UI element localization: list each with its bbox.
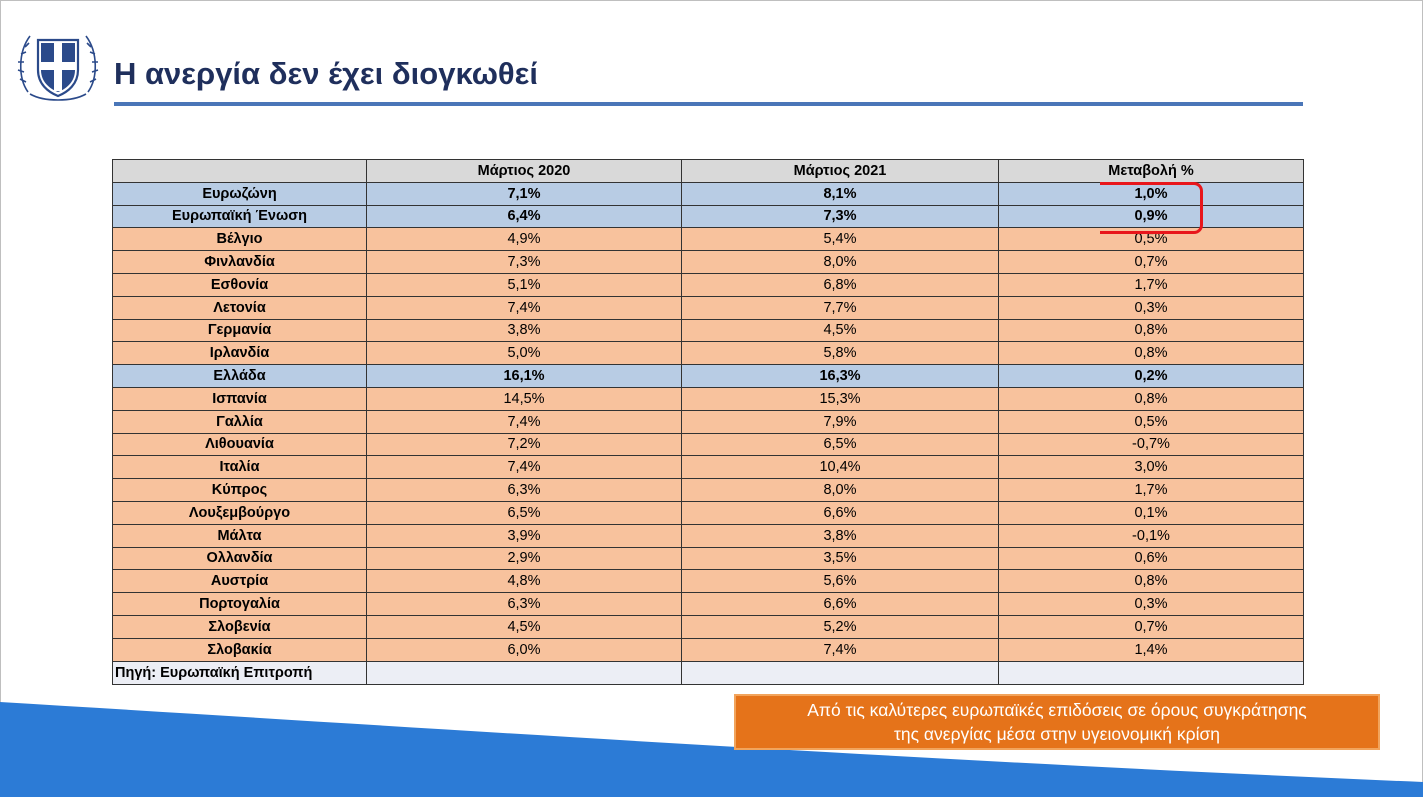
- table-row: [113, 387, 1304, 410]
- march-2020-cell: 7,4%: [367, 296, 682, 319]
- march-2021-cell: 10,4%: [682, 456, 999, 479]
- change-cell: 0,7%: [999, 251, 1304, 274]
- march-2020-cell: 7,3%: [367, 251, 682, 274]
- march-2020-cell: 6,5%: [367, 501, 682, 524]
- country-cell: Ευρωζώνη: [113, 182, 367, 205]
- country-cell: Ευρωπαϊκή Ένωση: [113, 205, 367, 228]
- change-cell: 0,1%: [999, 501, 1304, 524]
- march-2020-cell: 4,9%: [367, 228, 682, 251]
- country-cell: Λουξεμβούργο: [113, 501, 367, 524]
- country-cell: Πορτογαλία: [113, 593, 367, 616]
- march-2021-cell: 6,8%: [682, 273, 999, 296]
- change-cell: 0,8%: [999, 387, 1304, 410]
- march-2020-cell: 5,0%: [367, 342, 682, 365]
- change-cell: -0,7%: [999, 433, 1304, 456]
- change-cell: 0,6%: [999, 547, 1304, 570]
- march-2021-cell: 5,2%: [682, 615, 999, 638]
- change-cell: 0,8%: [999, 570, 1304, 593]
- march-2020-cell: 6,0%: [367, 638, 682, 661]
- source-row: [113, 661, 1304, 684]
- header-country: [113, 160, 367, 183]
- change-cell: 3,0%: [999, 456, 1304, 479]
- change-cell: 0,8%: [999, 342, 1304, 365]
- table-row: [113, 456, 1304, 479]
- march-2021-cell: 5,6%: [682, 570, 999, 593]
- country-cell: Μάλτα: [113, 524, 367, 547]
- page-title: Η ανεργία δεν έχει διογκωθεί: [114, 56, 538, 91]
- change-cell: 1,7%: [999, 273, 1304, 296]
- march-2021-cell: 5,4%: [682, 228, 999, 251]
- country-cell: Λιθουανία: [113, 433, 367, 456]
- empty-cell: [682, 661, 999, 684]
- march-2020-cell: 2,9%: [367, 547, 682, 570]
- march-2020-cell: 6,3%: [367, 479, 682, 502]
- march-2020-cell: 7,4%: [367, 456, 682, 479]
- country-cell: Γαλλία: [113, 410, 367, 433]
- table-row: [113, 296, 1304, 319]
- march-2021-cell: 3,8%: [682, 524, 999, 547]
- highlight-marker: [1100, 182, 1203, 234]
- change-cell: 0,7%: [999, 615, 1304, 638]
- table-header-row: [113, 160, 1304, 183]
- callout-line-2: της ανεργίας μέσα στην υγειονομική κρίση: [893, 724, 1220, 744]
- change-cell: 1,4%: [999, 638, 1304, 661]
- header-change: Μεταβολή %: [999, 160, 1304, 183]
- country-cell: Λετονία: [113, 296, 367, 319]
- march-2020-cell: 3,9%: [367, 524, 682, 547]
- march-2021-cell: 16,3%: [682, 365, 999, 388]
- title-underline: [114, 102, 1303, 106]
- callout-box: [734, 694, 1380, 750]
- country-cell: Ολλανδία: [113, 547, 367, 570]
- march-2020-cell: 7,4%: [367, 410, 682, 433]
- header-march-2020: Μάρτιος 2020: [367, 160, 682, 183]
- change-cell: 0,9%: [999, 205, 1304, 228]
- country-cell: Σλοβακία: [113, 638, 367, 661]
- table-row: [113, 433, 1304, 456]
- table-row: [113, 273, 1304, 296]
- march-2021-cell: 15,3%: [682, 387, 999, 410]
- country-cell: Σλοβενία: [113, 615, 367, 638]
- country-cell: Ιταλία: [113, 456, 367, 479]
- empty-cell: [999, 661, 1304, 684]
- march-2021-cell: 5,8%: [682, 342, 999, 365]
- change-cell: -0,1%: [999, 524, 1304, 547]
- country-cell: Ισπανία: [113, 387, 367, 410]
- table-row: [113, 365, 1304, 388]
- march-2020-cell: 7,2%: [367, 433, 682, 456]
- unemployment-table: [112, 159, 1304, 685]
- march-2020-cell: 6,4%: [367, 205, 682, 228]
- table-row: [113, 524, 1304, 547]
- march-2021-cell: 6,6%: [682, 501, 999, 524]
- country-cell: Γερμανία: [113, 319, 367, 342]
- header-march-2021: Μάρτιος 2021: [682, 160, 999, 183]
- march-2020-cell: 4,5%: [367, 615, 682, 638]
- change-cell: 0,5%: [999, 410, 1304, 433]
- country-cell: Βέλγιο: [113, 228, 367, 251]
- callout-line-1: Από τις καλύτερες ευρωπαϊκές επιδόσεις σε όρους συγκράτησης: [807, 700, 1307, 720]
- country-cell: Ελλάδα: [113, 365, 367, 388]
- change-cell: 0,3%: [999, 593, 1304, 616]
- change-cell: 0,8%: [999, 319, 1304, 342]
- march-2021-cell: 4,5%: [682, 319, 999, 342]
- march-2020-cell: 16,1%: [367, 365, 682, 388]
- greek-coat-of-arms-icon: [14, 22, 102, 106]
- country-cell: Φινλανδία: [113, 251, 367, 274]
- march-2021-cell: 7,7%: [682, 296, 999, 319]
- country-cell: Κύπρος: [113, 479, 367, 502]
- table-row: [113, 570, 1304, 593]
- march-2020-cell: 4,8%: [367, 570, 682, 593]
- change-cell: 0,2%: [999, 365, 1304, 388]
- march-2020-cell: 3,8%: [367, 319, 682, 342]
- table-row: [113, 501, 1304, 524]
- change-cell: 0,5%: [999, 228, 1304, 251]
- change-cell: 1,0%: [999, 182, 1304, 205]
- table-row: [113, 615, 1304, 638]
- march-2021-cell: 8,0%: [682, 251, 999, 274]
- table-row: [113, 547, 1304, 570]
- change-cell: 0,3%: [999, 296, 1304, 319]
- country-cell: Αυστρία: [113, 570, 367, 593]
- table-row: [113, 319, 1304, 342]
- table-row: [113, 410, 1304, 433]
- march-2021-cell: 8,1%: [682, 182, 999, 205]
- march-2020-cell: 5,1%: [367, 273, 682, 296]
- march-2020-cell: 14,5%: [367, 387, 682, 410]
- march-2020-cell: 6,3%: [367, 593, 682, 616]
- change-cell: 1,7%: [999, 479, 1304, 502]
- march-2021-cell: 6,6%: [682, 593, 999, 616]
- table-row: [113, 251, 1304, 274]
- empty-cell: [367, 661, 682, 684]
- table-row: [113, 342, 1304, 365]
- march-2020-cell: 7,1%: [367, 182, 682, 205]
- march-2021-cell: 7,9%: [682, 410, 999, 433]
- country-cell: Ιρλανδία: [113, 342, 367, 365]
- table-row: [113, 479, 1304, 502]
- march-2021-cell: 8,0%: [682, 479, 999, 502]
- table-row: [113, 593, 1304, 616]
- source-note: Πηγή: Ευρωπαϊκή Επιτροπή: [113, 661, 367, 684]
- march-2021-cell: 7,4%: [682, 638, 999, 661]
- country-cell: Εσθονία: [113, 273, 367, 296]
- march-2021-cell: 6,5%: [682, 433, 999, 456]
- table-row: [113, 638, 1304, 661]
- march-2021-cell: 7,3%: [682, 205, 999, 228]
- march-2021-cell: 3,5%: [682, 547, 999, 570]
